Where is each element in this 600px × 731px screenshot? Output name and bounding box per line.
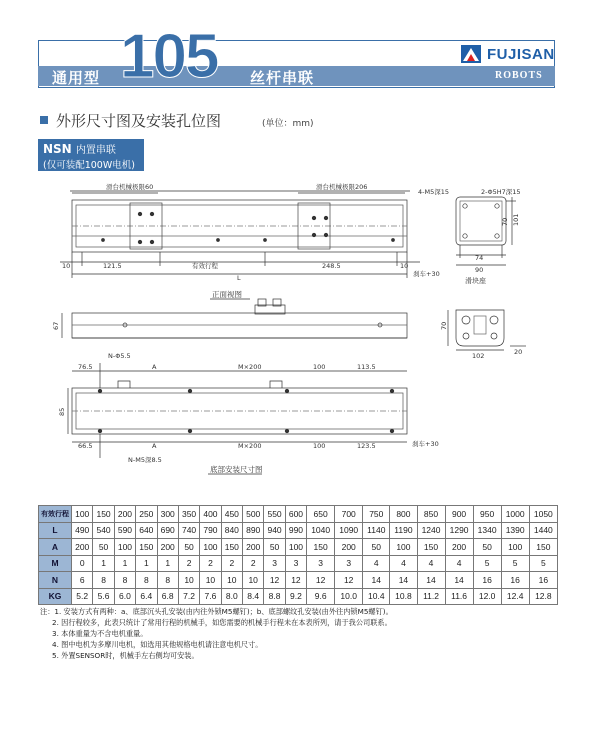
note: 2. 因行程较多，此表只统计了常用行程的机械手，如您需要的机械手行程未在本表所列，请于我公司联系。: [52, 618, 392, 627]
table-row: [39, 572, 558, 589]
table-cell: 590: [114, 522, 135, 539]
table-cell: 800: [390, 506, 417, 523]
table-cell: 6: [72, 572, 93, 589]
brand-sub: ROBOTS: [495, 70, 543, 81]
table-cell: 700: [335, 506, 363, 523]
table-cell: 2: [178, 555, 199, 572]
table-cell: 14: [390, 572, 417, 589]
table-cell: 200: [157, 539, 178, 556]
header-left-label: 通用型: [52, 69, 101, 87]
notes: [40, 606, 393, 661]
model-box-motor: (仅可装配100W电机): [43, 160, 135, 171]
table-cell: 9.6: [307, 588, 335, 605]
table-cell: 9.2: [285, 588, 306, 605]
table-cell: 10.8: [390, 588, 417, 605]
svg-text:70: 70: [440, 321, 448, 330]
spec-table: [38, 505, 558, 605]
table-row-header: L: [39, 522, 72, 539]
table-cell: 1090: [335, 522, 363, 539]
table-cell: 200: [72, 539, 93, 556]
table-cell: 0: [72, 555, 93, 572]
table-cell: 540: [93, 522, 114, 539]
svg-text:M×200: M×200: [238, 442, 262, 450]
brand-name: FUJISAN: [487, 46, 555, 63]
table-cell: 150: [307, 539, 335, 556]
svg-text:70: 70: [501, 217, 509, 226]
svg-text:A: A: [152, 363, 157, 371]
table-cell: 2: [221, 555, 242, 572]
svg-text:67: 67: [52, 321, 60, 330]
table-cell: 8.8: [264, 588, 285, 605]
table-cell: 940: [264, 522, 285, 539]
svg-text:20: 20: [514, 348, 523, 356]
table-cell: 1440: [529, 522, 557, 539]
table-cell: 5.2: [72, 588, 93, 605]
svg-text:N-Φ5.5: N-Φ5.5: [108, 352, 131, 360]
table-cell: 50: [473, 539, 501, 556]
table-cell: 6.4: [136, 588, 157, 605]
table-cell: 600: [285, 506, 306, 523]
svg-text:N-M5深8.5: N-M5深8.5: [128, 456, 162, 464]
table-cell: 690: [157, 522, 178, 539]
svg-text:113.5: 113.5: [357, 363, 376, 371]
table-cell: 8: [136, 572, 157, 589]
svg-text:74: 74: [475, 254, 484, 262]
table-cell: 3: [264, 555, 285, 572]
table-cell: 11.6: [445, 588, 473, 605]
table-cell: 200: [114, 506, 135, 523]
svg-text:123.5: 123.5: [357, 442, 376, 450]
svg-text:滑台机械极限60: 滑台机械极限60: [106, 183, 154, 191]
table-cell: 14: [417, 572, 445, 589]
table-cell: 450: [221, 506, 242, 523]
table-cell: 350: [178, 506, 199, 523]
table-cell: 1000: [501, 506, 529, 523]
table-row-header: N: [39, 572, 72, 589]
table-cell: 1390: [501, 522, 529, 539]
table-cell: 150: [136, 539, 157, 556]
svg-text:A: A: [152, 442, 157, 450]
table-cell: 8.4: [243, 588, 264, 605]
table-row-header: A: [39, 539, 72, 556]
table-cell: 6.8: [157, 588, 178, 605]
table-cell: 12.0: [473, 588, 501, 605]
table-cell: 4: [445, 555, 473, 572]
table-cell: 7.6: [200, 588, 221, 605]
table-cell: 4: [363, 555, 390, 572]
table-cell: 10.0: [335, 588, 363, 605]
svg-text:刹车+30: 刹车+30: [413, 270, 440, 278]
svg-text:刹车+30: 刹车+30: [412, 440, 439, 448]
table-cell: 950: [473, 506, 501, 523]
table-cell: 550: [264, 506, 285, 523]
table-cell: 100: [72, 506, 93, 523]
table-cell: 1040: [307, 522, 335, 539]
table-cell: 14: [363, 572, 390, 589]
table-cell: 200: [335, 539, 363, 556]
table-cell: 6.0: [114, 588, 135, 605]
table-cell: 250: [136, 506, 157, 523]
side-view: [62, 299, 407, 338]
table-cell: 1290: [445, 522, 473, 539]
table-cell: 3: [335, 555, 363, 572]
table-cell: 790: [200, 522, 221, 539]
svg-text:10: 10: [400, 262, 409, 270]
table-cell: 1340: [473, 522, 501, 539]
table-cell: 1240: [417, 522, 445, 539]
svg-text:10: 10: [62, 262, 71, 270]
table-cell: 150: [417, 539, 445, 556]
table-cell: 150: [529, 539, 557, 556]
note: 注：1. 安装方式有两种：a、底部沉头孔安装(由内往外锁M5螺钉)；b、底部螺纹孔安装(由外往内锁M5螺钉)。: [40, 607, 393, 616]
svg-text:滑台机械极限206: 滑台机械极限206: [316, 183, 368, 191]
table-cell: 10: [243, 572, 264, 589]
table-cell: 2: [200, 555, 221, 572]
table-cell: 4: [390, 555, 417, 572]
table-cell: 50: [264, 539, 285, 556]
table-cell: 2: [243, 555, 264, 572]
table-cell: 50: [363, 539, 390, 556]
table-row: [39, 522, 558, 539]
note: 5. 外置SENSOR时，机械手左右侧均可安装。: [52, 651, 199, 660]
table-cell: 990: [285, 522, 306, 539]
table-cell: 500: [243, 506, 264, 523]
table-cell: 12: [307, 572, 335, 589]
table-cell: 4: [417, 555, 445, 572]
table-cell: 150: [93, 506, 114, 523]
table-cell: 7.2: [178, 588, 199, 605]
table-cell: 850: [417, 506, 445, 523]
table-cell: 1140: [363, 522, 390, 539]
table-cell: 1: [114, 555, 135, 572]
table-row-header: 有效行程: [39, 506, 72, 523]
table-cell: 650: [307, 506, 335, 523]
bottom-view-labels: [58, 352, 439, 474]
table-cell: 5: [473, 555, 501, 572]
table-cell: 100: [390, 539, 417, 556]
table-cell: 100: [501, 539, 529, 556]
svg-text:4-M5深15: 4-M5深15: [418, 188, 449, 196]
table-cell: 16: [473, 572, 501, 589]
svg-text:76.5: 76.5: [78, 363, 93, 371]
table-cell: 100: [285, 539, 306, 556]
svg-text:底部安装尺寸图: 底部安装尺寸图: [210, 465, 263, 474]
table-cell: 5: [501, 555, 529, 572]
svg-text:90: 90: [475, 266, 484, 274]
section-unit: (单位：mm): [262, 119, 314, 129]
table-row: [39, 539, 558, 556]
table-cell: 5: [529, 555, 557, 572]
table-cell: 12: [285, 572, 306, 589]
table-cell: 10: [221, 572, 242, 589]
table-cell: 12.4: [501, 588, 529, 605]
table-cell: 1050: [529, 506, 557, 523]
table-cell: 5.6: [93, 588, 114, 605]
table-cell: 16: [529, 572, 557, 589]
table-row-header: M: [39, 555, 72, 572]
svg-text:248.5: 248.5: [322, 262, 341, 270]
svg-text:102: 102: [472, 352, 485, 360]
table-cell: 12.8: [529, 588, 557, 605]
svg-text:121.5: 121.5: [103, 262, 122, 270]
table-cell: 1: [93, 555, 114, 572]
svg-text:正面视图: 正面视图: [212, 290, 242, 299]
table-cell: 8.0: [221, 588, 242, 605]
end-view: [448, 310, 526, 350]
table-cell: 3: [285, 555, 306, 572]
table-cell: 14: [445, 572, 473, 589]
table-cell: 490: [72, 522, 93, 539]
svg-text:66.5: 66.5: [78, 442, 93, 450]
table-cell: 1: [157, 555, 178, 572]
svg-text:101: 101: [512, 213, 520, 226]
slider-end-view: [456, 197, 516, 265]
table-row: [39, 555, 558, 572]
table-cell: 200: [243, 539, 264, 556]
section-title: 外形尺寸图及安装孔位图: [56, 112, 222, 130]
table-cell: 750: [363, 506, 390, 523]
table-cell: 3: [307, 555, 335, 572]
table-cell: 10: [200, 572, 221, 589]
table-cell: 16: [501, 572, 529, 589]
table-cell: 1: [136, 555, 157, 572]
table-cell: 740: [178, 522, 199, 539]
table-cell: 100: [200, 539, 221, 556]
svg-text:滑块座: 滑块座: [465, 277, 486, 285]
svg-text:100: 100: [313, 363, 326, 371]
table-cell: 890: [243, 522, 264, 539]
table-cell: 150: [221, 539, 242, 556]
table-cell: 1190: [390, 522, 417, 539]
table-cell: 8: [114, 572, 135, 589]
table-cell: 12: [335, 572, 363, 589]
svg-text:2-Φ5H7深15: 2-Φ5H7深15: [481, 188, 521, 196]
table-row: [39, 588, 558, 605]
table-cell: 50: [178, 539, 199, 556]
svg-text:有效行程: 有效行程: [192, 262, 218, 270]
table-header-row: [39, 506, 558, 523]
table-cell: 400: [200, 506, 221, 523]
table-cell: 8: [93, 572, 114, 589]
svg-text:L: L: [237, 274, 241, 282]
note: 4. 图中电机为多摩川电机，如选用其他规格电机请注意电机尺寸。: [52, 640, 263, 649]
svg-text:M×200: M×200: [238, 363, 262, 371]
note: 3. 本体重量为不含电机重量。: [52, 629, 148, 638]
table-cell: 640: [136, 522, 157, 539]
front-view-labels: [62, 182, 440, 299]
table-cell: 12: [264, 572, 285, 589]
table-cell: 300: [157, 506, 178, 523]
table-cell: 200: [445, 539, 473, 556]
table-row-header: KG: [39, 588, 72, 605]
table-cell: 11.2: [417, 588, 445, 605]
table-cell: 100: [114, 539, 135, 556]
table-cell: 900: [445, 506, 473, 523]
svg-text:100: 100: [313, 442, 326, 450]
model-number: 105: [120, 22, 218, 91]
table-cell: 840: [221, 522, 242, 539]
header-right-label: 丝杆串联: [250, 69, 315, 87]
table-cell: 8: [157, 572, 178, 589]
table-cell: 50: [93, 539, 114, 556]
table-cell: 10: [178, 572, 199, 589]
model-box-title: NSN 内置串联: [43, 142, 116, 156]
svg-text:85: 85: [58, 407, 66, 416]
table-cell: 10.4: [363, 588, 390, 605]
